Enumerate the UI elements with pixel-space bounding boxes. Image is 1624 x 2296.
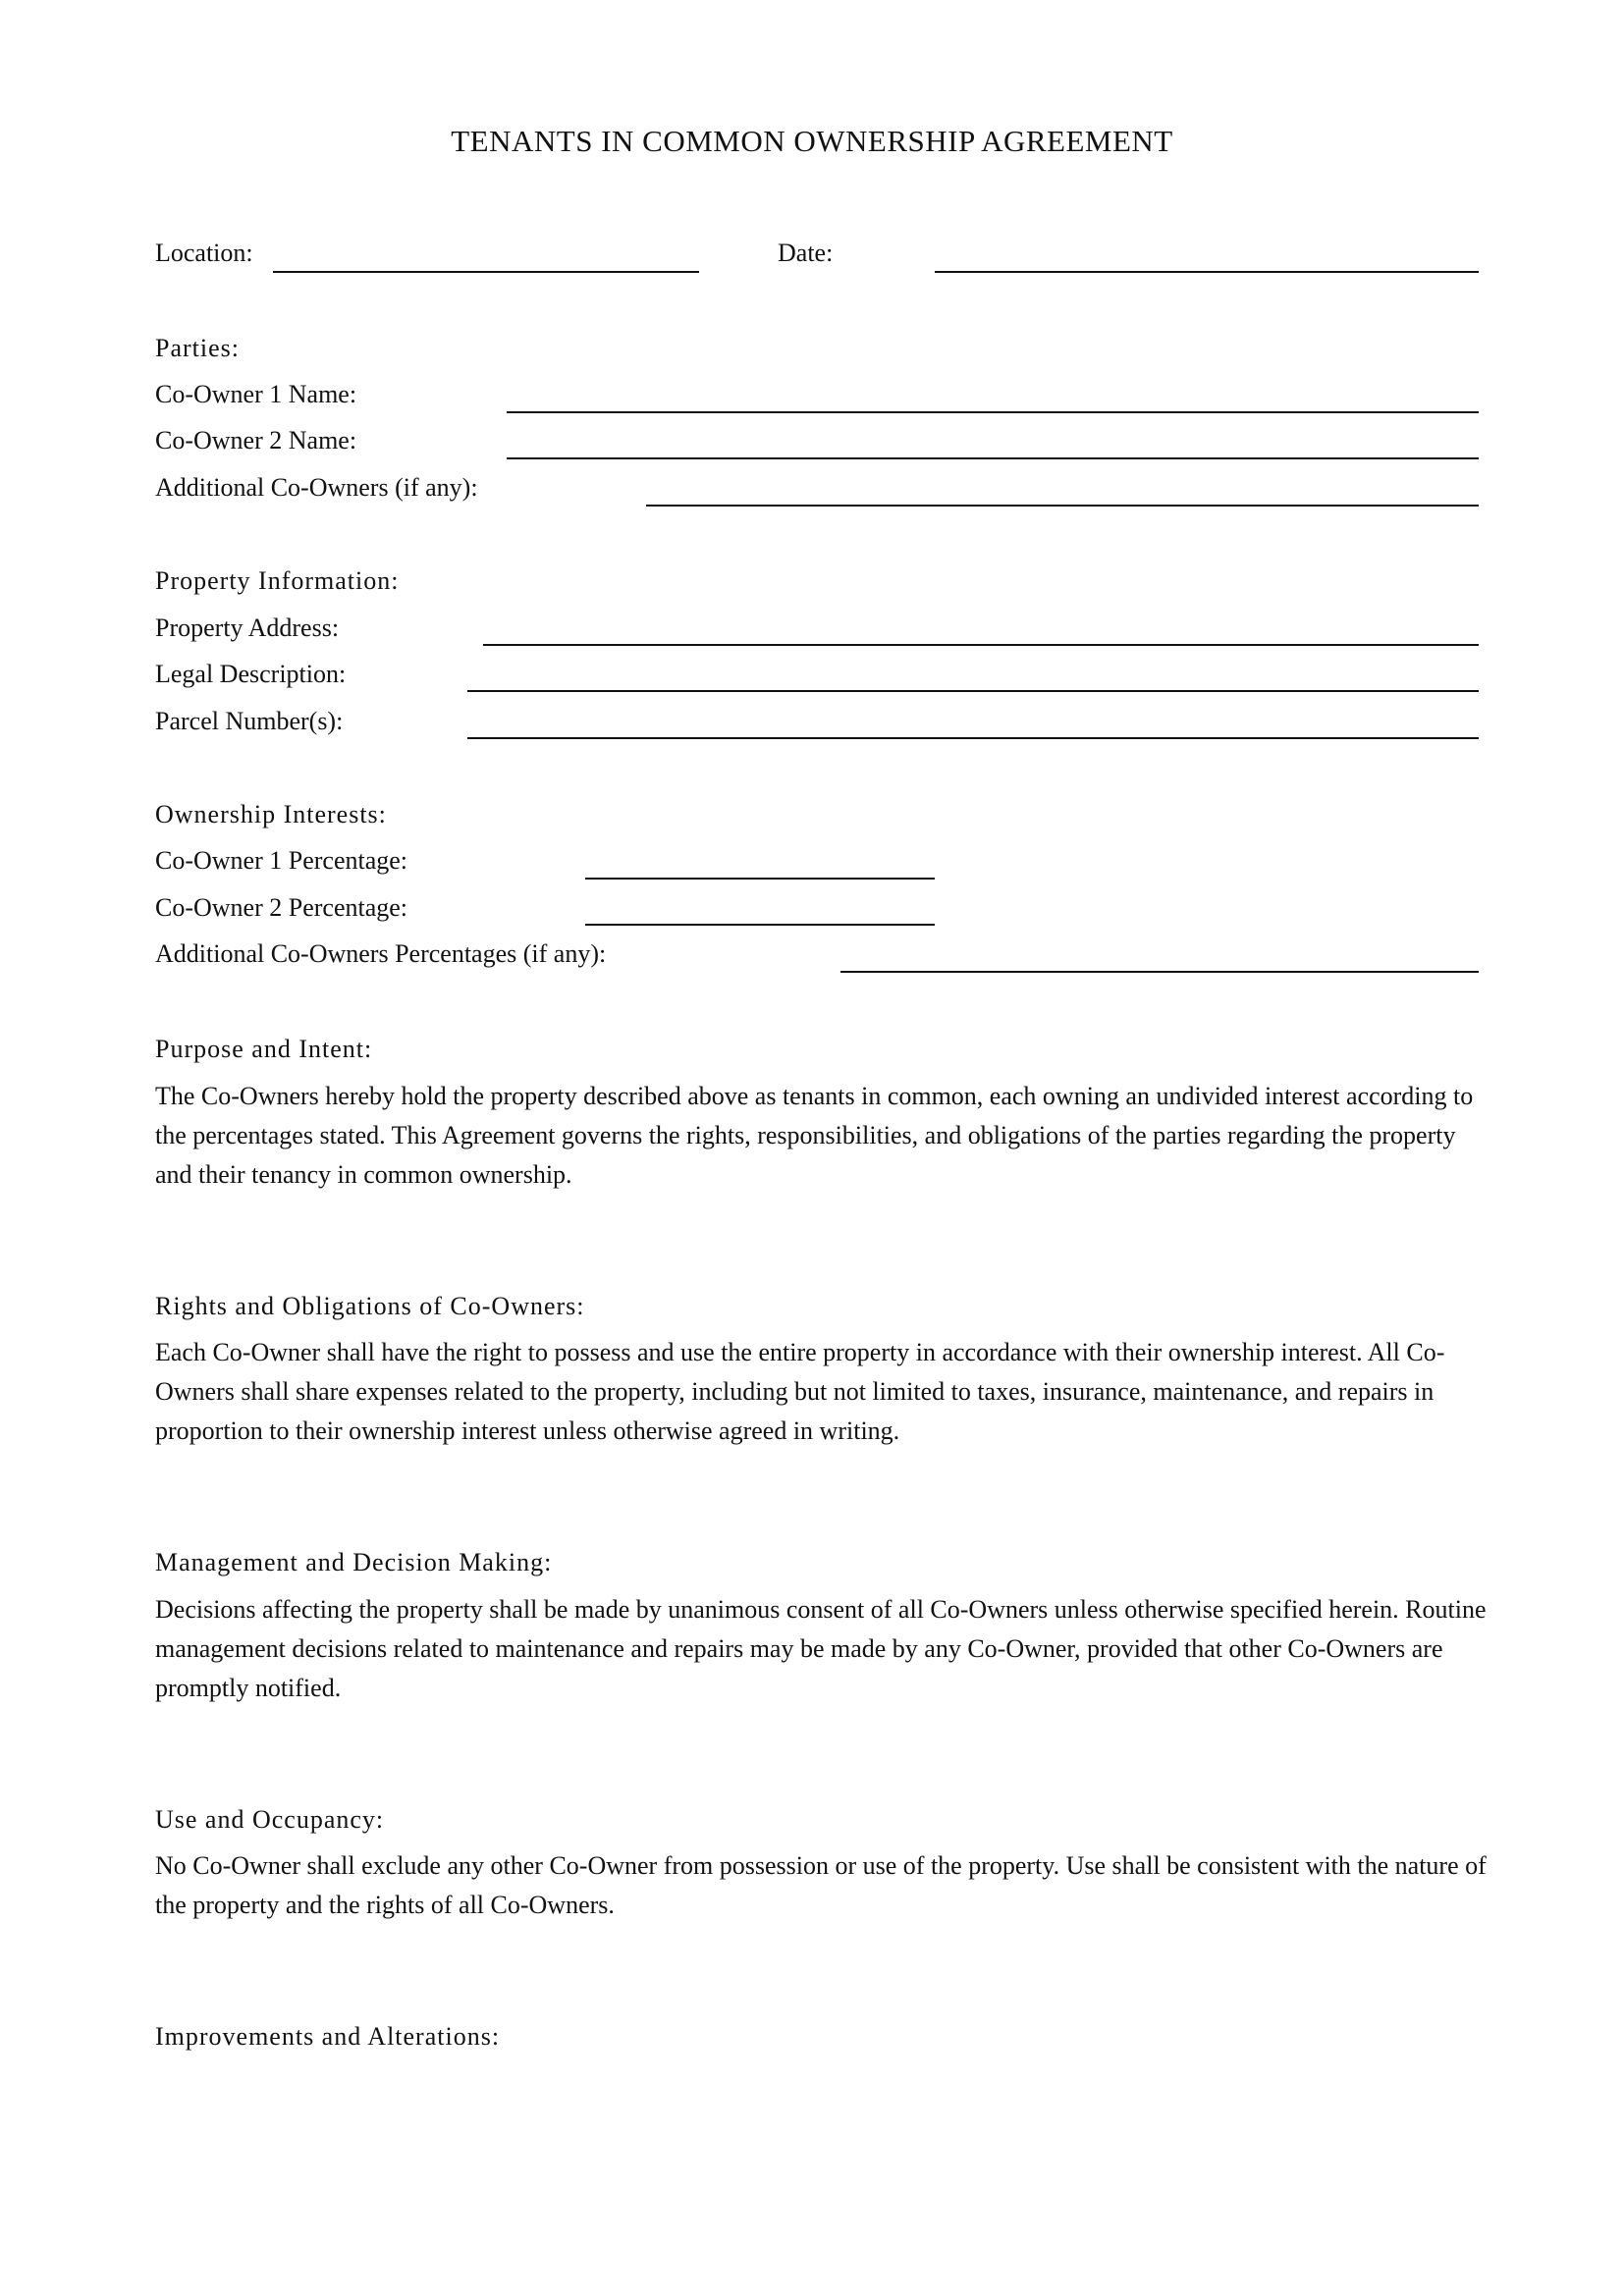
ownership-interests-heading: Ownership Interests: <box>155 800 387 828</box>
section-heading: Improvements and Alterations: <box>155 2022 501 2051</box>
co-owner-2-percentage-field[interactable] <box>585 924 935 926</box>
section-body: The Co-Owners hereby hold the property described above as tenants in common, each owning an undivided interest according to the percentages stated. This Agreement governs the rights, responsibilities, and obligations of the parties regarding the property and their tenancy in common ownership. <box>155 1082 1474 1189</box>
section-body: No Co-Owner shall exclude any other Co-Owner from possession or use of the property. Use shall be consistent with the nature of the property and the rights of all Co-Owners. <box>155 1851 1487 1919</box>
parties-heading: Parties: <box>155 334 240 362</box>
additional-percentages-label: Additional Co-Owners Percentages (if any): <box>155 939 607 968</box>
parcel-number-field[interactable] <box>467 737 1479 739</box>
document-title: TENANTS IN COMMON OWNERSHIP AGREEMENT <box>451 124 1173 158</box>
co-owner-1-name-label: Co-Owner 1 Name: <box>155 380 357 408</box>
property-address-label: Property Address: <box>155 614 340 642</box>
section-body: Each Co-Owner shall have the right to possess and use the entire property in accordance with their ownership interest. All Co-Owners shall share expenses related to the property, including but not limited to taxes, insurance, maintenance, and repairs in proportion to their ownership interest unless otherwise agreed in writing. <box>155 1338 1445 1445</box>
property-address-field[interactable] <box>483 644 1479 646</box>
date-label: Date: <box>778 239 834 267</box>
co-owner-1-name-field[interactable] <box>507 411 1479 413</box>
section-heading: Purpose and Intent: <box>155 1035 373 1063</box>
section-body: Decisions affecting the property shall be made by unanimous consent of all Co-Owners unless otherwise specified herein. Routine management decisions related to maintenance and repairs may be made by any Co-Owner, provided that other Co-Owners are promptly notified. <box>155 1595 1487 1702</box>
location-label: Location: <box>155 239 253 267</box>
property-info-heading: Property Information: <box>155 566 400 595</box>
co-owner-1-percentage-label: Co-Owner 1 Percentage: <box>155 846 408 875</box>
section-heading: Rights and Obligations of Co-Owners: <box>155 1292 585 1320</box>
parcel-number-label: Parcel Number(s): <box>155 707 344 735</box>
co-owner-2-name-label: Co-Owner 2 Name: <box>155 426 357 454</box>
additional-percentages-field[interactable] <box>840 971 1479 973</box>
legal-description-field[interactable] <box>467 690 1479 692</box>
co-owner-2-name-field[interactable] <box>507 457 1479 459</box>
additional-co-owners-field[interactable] <box>646 505 1479 507</box>
location-field[interactable] <box>273 271 699 273</box>
date-field[interactable] <box>935 271 1479 273</box>
additional-co-owners-label: Additional Co-Owners (if any): <box>155 473 478 502</box>
legal-description-label: Legal Description: <box>155 660 347 688</box>
co-owner-1-percentage-field[interactable] <box>585 878 935 880</box>
co-owner-2-percentage-label: Co-Owner 2 Percentage: <box>155 893 408 922</box>
section-heading: Management and Decision Making: <box>155 1548 553 1576</box>
section-heading: Use and Occupancy: <box>155 1805 385 1834</box>
